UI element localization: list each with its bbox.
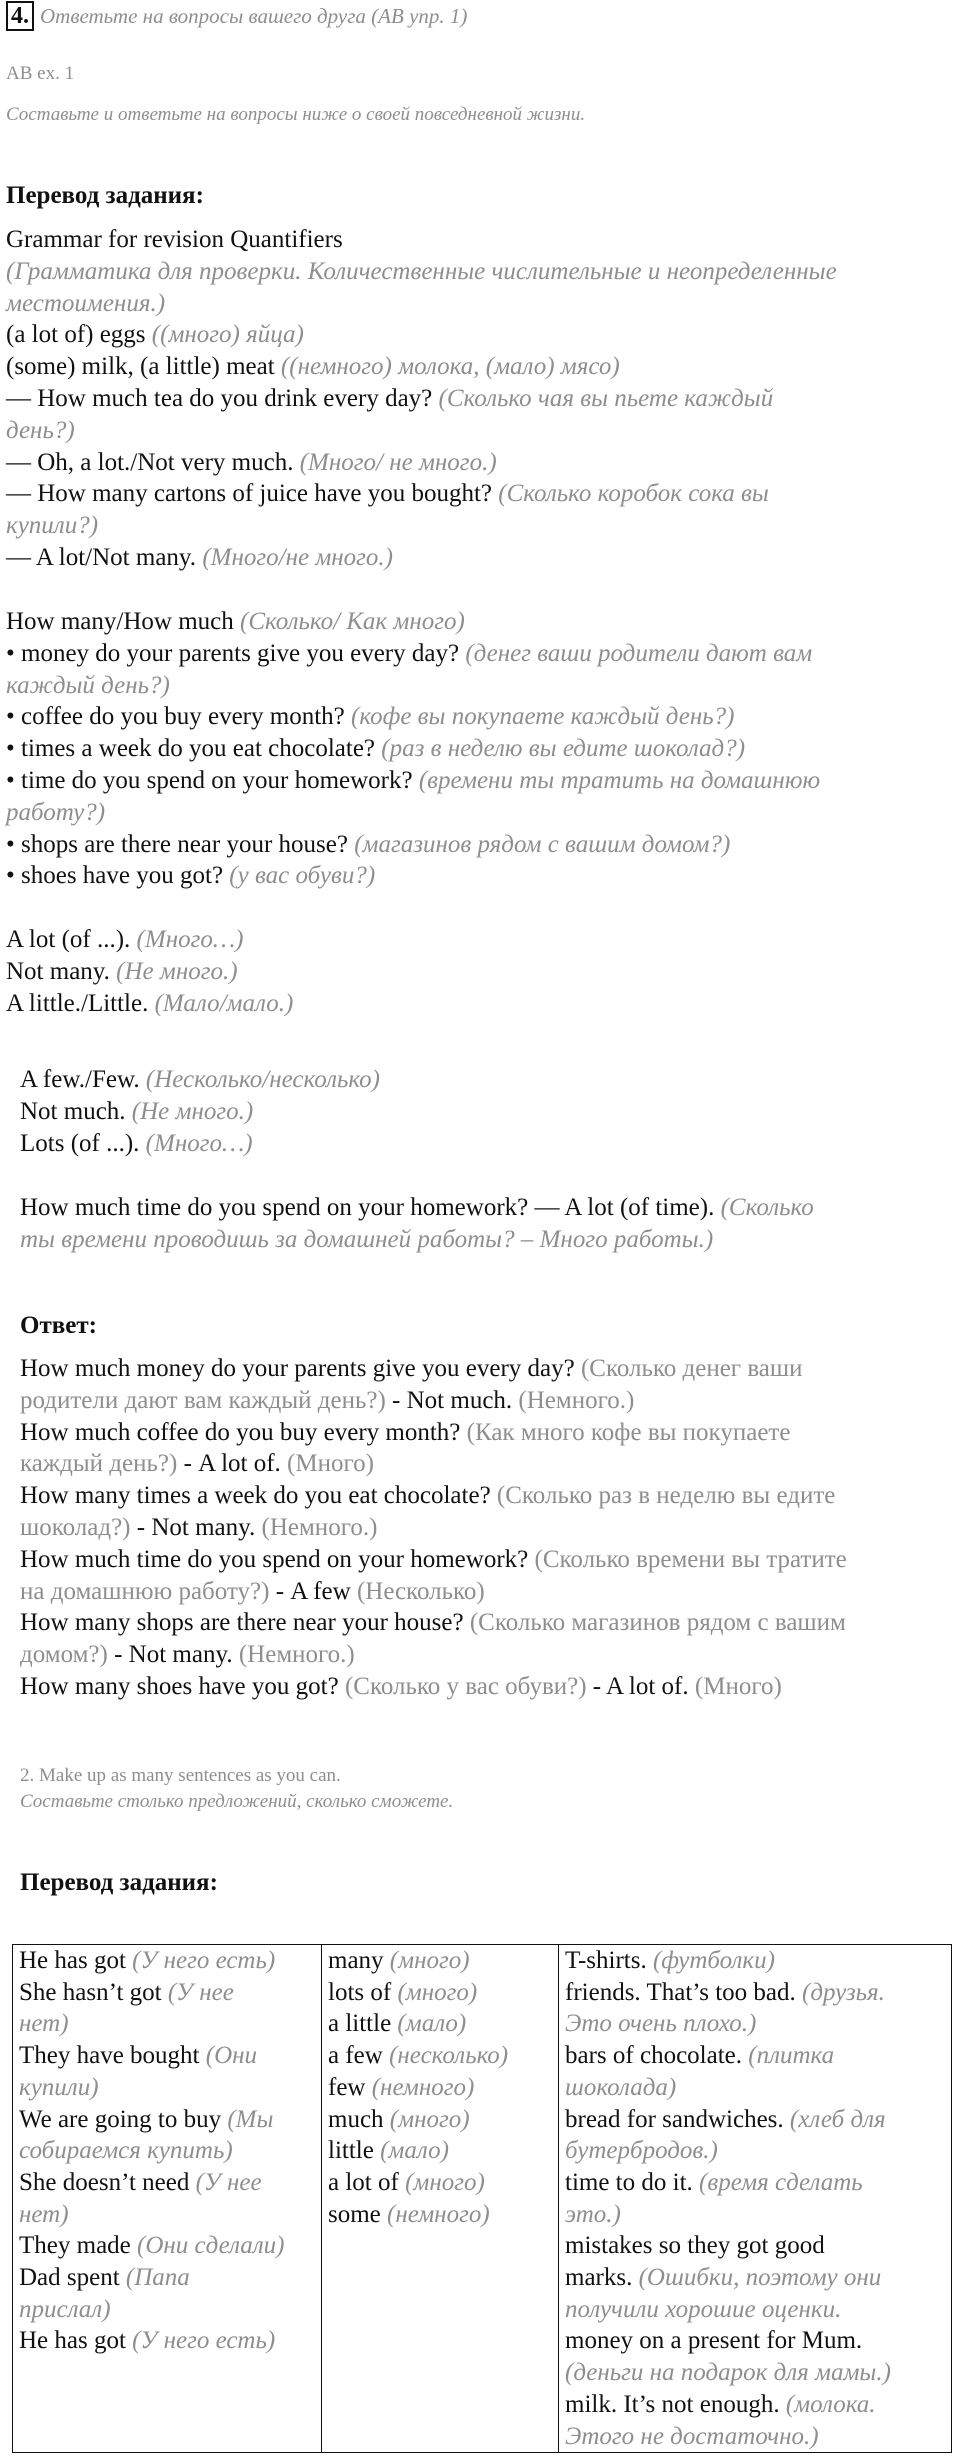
russian-text: каждый день?) [6,671,170,699]
english-text: bread for sandwiches. [565,2105,790,2133]
text-line [20,1417,790,1449]
russian-text: (Папа [125,2264,190,2292]
english-text: lots of [328,1978,398,2006]
english-text: A little./Little. [6,989,155,1017]
russian-text: (У нее [195,2168,262,2196]
exercise-subtitle: Составьте и ответьте на вопросы ниже о своей повседневной жизни. [6,104,586,125]
english-text: Not much. [20,1097,132,1125]
russian-text: (раз в неделю вы едите шоколад?) [381,735,746,763]
answer-text: - A few [269,1577,351,1605]
english-text: He has got [19,2327,133,2355]
english-text: bars of chocolate. [565,2042,749,2070]
text-line [6,224,343,256]
russian-text: (Грамматика для проверки. Количественные числительные и неопределенные [6,257,837,285]
english-text: How many shops are there near your house? [20,1609,470,1637]
cell-line [328,2072,552,2104]
english-text: They made [19,2232,138,2260]
russian-text: (У нее [167,1978,234,2006]
english-text: We are going to buy [19,2105,228,2133]
text-line [20,1448,374,1480]
english-text: — How many cartons of juice have you bought? [6,480,499,508]
cell-line [328,1977,552,2009]
cell-line [565,2325,945,2357]
cell-line [19,2008,315,2040]
russian-text: (Сколько магазинов рядом с вашим [469,1609,846,1637]
answer-text: - A lot of. [177,1450,281,1478]
english-text: much [328,2105,390,2133]
russian-text: (Сколько [720,1194,814,1221]
russian-text: (Сколько денег ваши [580,1355,803,1382]
cell-line [565,2294,945,2326]
russian-text: ты времени проводишь за домашней работы? – Много работы.) [20,1225,714,1253]
russian-text: шоколада) [565,2073,677,2101]
text-line [6,638,812,670]
answer-text: - Not much. [385,1386,513,1414]
english-text: How many shoes have you got? [20,1673,345,1700]
russian-text: (У него есть) [132,1947,276,1974]
russian-text: (время сделать [699,2168,863,2196]
english-text: Not many. [6,957,117,985]
english-text: How many times a week do you eat chocolate? [20,1482,497,1510]
english-text: money on a present for Mum. [565,2327,863,2355]
russian-text: на домашнюю работу?) [20,1577,270,1605]
english-text: (some) milk, (a little) meat [6,353,281,381]
task2-heading: Перевод задания: [20,1869,218,1896]
english-text: A lot (of ...). [6,926,137,953]
english-text: He has got [19,1947,133,1974]
russian-text: (мало) [380,2137,449,2165]
english-text: A few./Few. [20,1066,146,1093]
english-text: • shops are there near your house? [6,830,355,858]
text-line [6,288,165,320]
english-text: • time do you spend on your homework? [6,767,419,794]
text-line [6,447,497,479]
sentence-table [12,1944,952,2453]
russian-text: (Много/ не много.) [299,448,497,476]
cell-line [565,2008,945,2040]
russian-text: бутербродов.) [565,2137,718,2165]
russian-text: (Сколько коробок сока вы [498,480,769,508]
text-line [6,510,98,542]
text-line [6,829,730,861]
cell-line [565,2421,945,2453]
russian-text: (Сколько раз в неделю вы едите [496,1482,836,1510]
english-text: How much time do you spend on your homework? — A lot (of time). [20,1194,721,1221]
answer-translation: (Много) [688,1673,782,1700]
english-text: — A lot/Not many. [6,544,203,571]
english-text: (a lot of) eggs [6,321,152,349]
text-line [6,542,393,574]
russian-text: (У него есть) [132,2327,276,2355]
english-text: She doesn’t need [19,2168,196,2196]
russian-text: Это очень плохо.) [565,2010,757,2038]
cell-line [328,2104,552,2136]
russian-text: получили хорошие оценки. [565,2295,842,2323]
english-text: Lots (of ...). [20,1129,146,1157]
cell-line [328,2008,552,2040]
english-text: a little [328,2010,398,2038]
russian-text: (Сколько у вас обуви?) [344,1673,587,1700]
cell-line [19,2135,315,2167]
russian-text: (Мы [227,2105,274,2133]
russian-text: местоимения.) [6,289,166,317]
text-line [6,956,238,988]
cell-line [565,2230,945,2262]
russian-text: (Несколько/несколько) [145,1066,380,1093]
english-text: — Oh, a lot./Not very much. [6,448,300,476]
russian-text: прислал) [19,2295,111,2323]
english-text: Dad spent [19,2264,126,2292]
russian-text: (времени ты тратить на домашнюю [418,767,821,794]
russian-text: (Много…) [145,1129,253,1157]
english-text: How much money do your parents give you every day? [20,1355,581,1382]
cell-line [19,2104,315,2136]
cell-line [19,2199,315,2231]
english-text: • shoes have you got? [6,862,230,890]
english-text: Grammar for revision Quantifiers [6,226,343,253]
text-line [20,1671,782,1703]
cell-line [19,2325,315,2357]
russian-text: (Как много кофе вы покупаете [466,1418,791,1446]
text-line [6,319,304,351]
text-line [20,1544,847,1576]
cell-line [19,1977,315,2009]
russian-text: (футболки) [652,1947,775,1974]
russian-text: (друзья. [802,1978,885,2006]
cell-line [19,1945,315,1977]
text-line [20,1385,634,1417]
russian-text: (Не много.) [131,1097,254,1125]
cell-line [328,2135,552,2167]
russian-text: шоколад?) [20,1514,131,1541]
cell-line [19,2072,315,2104]
russian-text: (Они сделали) [137,2232,285,2260]
russian-text: работу?) [6,798,106,826]
english-text: some [328,2200,388,2228]
russian-text: ((много) яйца) [151,321,304,349]
cell-line [565,2040,945,2072]
russian-text: купили?) [6,512,99,540]
russian-text: (много) [389,1947,470,1974]
text-line [6,924,243,956]
english-text: How many/How much [6,608,240,635]
text-line [20,1353,803,1385]
translation-heading: Перевод задания: [6,182,204,209]
text-line [6,670,170,702]
cell-line [565,1945,945,1977]
text-line [20,1192,814,1224]
english-text: They have bought [19,2042,206,2070]
russian-text: (денег ваши родители дают вам [465,639,813,667]
russian-text: (Ошибки, поэтому они [638,2264,882,2292]
text-line [20,1607,846,1639]
exercise-number: 4. [6,1,34,31]
english-text: time to do it. [565,2168,700,2196]
russian-text: родители дают вам каждый день?) [20,1386,386,1414]
answer-text: - A lot of. [586,1673,689,1700]
russian-text: Этого не достаточно.) [565,2422,819,2450]
russian-text: (Не много.) [116,957,238,985]
text-line [6,701,734,733]
russian-text: это.) [565,2200,621,2228]
russian-text: (немного) [387,2200,490,2228]
russian-text: (у вас обуви?) [229,862,376,890]
exercise-title: Ответьте на вопросы вашего друга (АВ упр. 1) [40,4,468,28]
russian-text: нет) [19,2010,69,2038]
russian-text: домом?) [20,1641,108,1669]
english-text: — How much tea do you drink every day? [6,385,439,412]
cell-line [565,2262,945,2294]
table-row [13,1945,952,2453]
russian-text: ((немного) молока, (мало) мясо) [280,353,620,381]
russian-text: собираемся купить) [19,2137,233,2165]
cell-line [19,2262,315,2294]
english-text: milk. It’s not enough. [565,2390,786,2418]
answer-translation: (Немного.) [255,1514,378,1541]
exercise-header [6,0,467,32]
russian-text: (кофе вы покупаете каждый день?) [351,703,735,731]
answer-heading: Ответ: [20,1312,97,1339]
text-line [20,1128,253,1160]
russian-text: (Сколько чая вы пьете каждый [438,385,774,412]
english-text: little [328,2137,381,2165]
english-text: few [328,2073,372,2101]
answer-translation: (Несколько) [350,1577,485,1605]
cell-line [328,2167,552,2199]
english-text: How much time do you spend on your homework? [20,1545,535,1573]
cell-line [19,2040,315,2072]
russian-text: (Они [205,2042,258,2070]
russian-text: (Много…) [136,926,244,953]
text-line [6,733,745,765]
cell-line [19,2167,315,2199]
russian-text: (хлеб для [789,2105,886,2133]
english-text: mistakes so they got good [565,2232,825,2260]
cell-line [19,2230,315,2262]
russian-text: (немного) [371,2073,475,2101]
english-text: many [328,1947,390,1974]
english-text: a few [328,2042,390,2070]
answer-text: - Not many. [130,1514,256,1541]
russian-text: (Сколько времени вы тратите [534,1545,847,1573]
english-text: marks. [565,2264,639,2292]
russian-text: (плитка [748,2042,835,2070]
text-line [6,860,375,892]
russian-text: (много) [397,1978,478,2006]
cell-line [565,2072,945,2104]
text-line [6,797,105,829]
cell-line [565,2357,945,2389]
russian-text: (молока. [785,2390,876,2418]
text-line [6,415,75,447]
object-column [559,1945,952,2453]
cell-line [565,2104,945,2136]
task2-title: 2. Make up as many sentences as you can. [20,1765,341,1786]
text-line [6,256,837,288]
subject-column [13,1945,322,2453]
english-text: • coffee do you buy every month? [6,703,351,731]
exercise-ref: AB ex. 1 [6,63,75,84]
cell-line [328,1945,552,1977]
cell-line [565,2167,945,2199]
russian-text: (Сколько/ Как много) [240,608,465,635]
text-line [20,1064,380,1096]
answer-translation: (Много) [280,1450,374,1478]
russian-text: (много) [405,2168,485,2196]
russian-text: (Мало/мало.) [154,989,294,1017]
russian-text: (магазинов рядом с вашим домом?) [354,830,731,858]
text-line [6,606,465,638]
text-line [20,1512,377,1544]
cell-line [565,2389,945,2421]
cell-line [565,2199,945,2231]
cell-line [565,2135,945,2167]
cell-line [328,2040,552,2072]
cell-line [328,2199,552,2231]
english-text: • times a week do you eat chocolate? [6,735,382,763]
english-text: T-shirts. [565,1947,653,1974]
russian-text: (много) [389,2105,470,2133]
answer-translation: (Немного.) [512,1386,635,1414]
english-text: She hasn’t got [19,1978,168,2006]
english-text: a lot of [328,2168,406,2196]
text-line [6,351,620,383]
text-line [20,1224,713,1256]
cell-line [565,1977,945,2009]
text-line [20,1639,355,1671]
text-line [20,1480,835,1512]
text-line [6,765,820,797]
english-text: • money do your parents give you every day? [6,639,466,667]
cell-line [19,2294,315,2326]
russian-text: (несколько) [389,2042,509,2070]
russian-text: день?) [6,416,75,444]
english-text: How much coffee do you buy every month? [20,1418,467,1446]
russian-text: (мало) [397,2010,467,2038]
answer-text: - Not many. [107,1641,233,1669]
russian-text: каждый день?) [20,1450,178,1478]
text-line [20,1096,253,1128]
russian-text: (деньги на подарок для мамы.) [565,2359,891,2387]
russian-text: купили) [19,2073,99,2101]
text-line [6,478,769,510]
english-text: friends. That’s too bad. [565,1978,802,2006]
text-line [6,988,293,1020]
russian-text: нет) [19,2200,69,2228]
russian-text: (Много/не много.) [202,544,393,571]
text-line [20,1576,485,1608]
text-line [6,383,773,415]
answer-translation: (Немного.) [232,1641,355,1669]
quantifier-column [322,1945,559,2453]
task2-subtitle: Составьте столько предложений, сколько сможете. [20,1791,454,1812]
